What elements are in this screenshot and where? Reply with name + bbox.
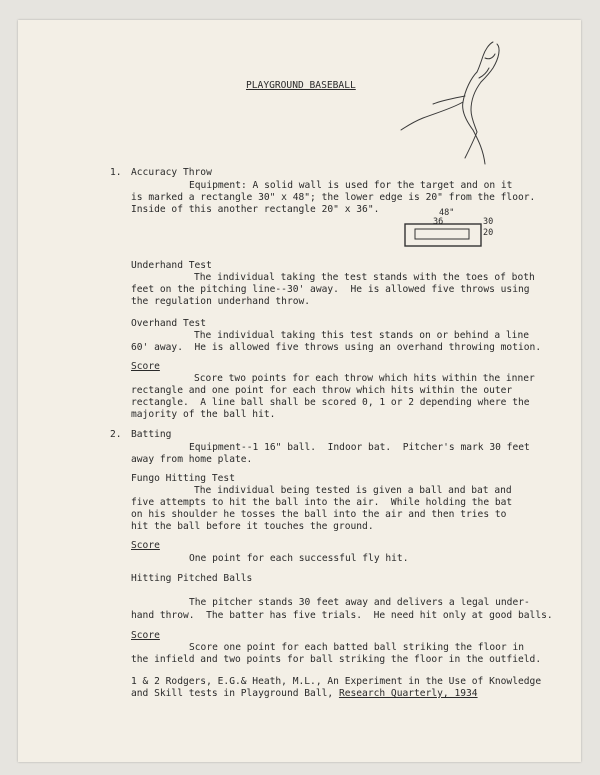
paragraph-line: Equipment: A solid wall is used for the target and on it [189, 180, 513, 191]
paragraph-line: The individual taking the test stands with the toes of both [194, 272, 535, 283]
section-number-1: 1. [110, 167, 122, 178]
paragraph-line: One point for each successful fly hit. [189, 553, 409, 564]
overhand-test-heading: Overhand Test [131, 318, 207, 329]
paragraph-line: hit the ball before it touches the ground. [131, 521, 374, 532]
paragraph-line: 60' away. He is allowed five throws using an overhand throwing motion. [131, 342, 542, 353]
paragraph-line: Equipment--1 16" ball. Indoor bat. Pitcher's mark 30 feet [189, 442, 530, 453]
footnote-line [131, 688, 478, 700]
paragraph-line: rectangle and one point for each throw which hits within the outer [131, 385, 513, 396]
paragraph-line: The individual being tested is given a ball and bat and [194, 485, 512, 496]
paragraph-line: rectangle. A line ball shall be scored 0, 1 or 2 depending where the [131, 397, 530, 408]
document-page [18, 20, 581, 762]
diagram-label-48: 48" [439, 208, 455, 218]
paragraph-line: Score one point for each batted ball striking the floor in [189, 642, 525, 653]
diagram-label-30: 30 [483, 217, 494, 227]
paragraph-line: the regulation underhand throw. [131, 296, 311, 307]
paragraph-line: The individual taking this test stands on or behind a line [194, 330, 530, 341]
page-title: PLAYGROUND BASEBALL [246, 80, 356, 91]
paragraph-line: is marked a rectangle 30" x 48"; the lower edge is 20" from the floor. [131, 192, 536, 203]
accuracy-throw-heading: Accuracy Throw [131, 167, 212, 178]
paragraph-line: hand throw. The batter has five trials. He need hit only at good balls. [131, 610, 553, 621]
footnote-line: 1 & 2 Rodgers, E.G.& Heath, M.L., An Experiment in the Use of Knowledge [131, 676, 542, 687]
paragraph-line: majority of the ball hit. [131, 409, 276, 420]
paragraph-line: Score two points for each throw which hits within the inner [194, 373, 535, 384]
batting-heading: Batting [131, 429, 172, 440]
journal-citation: Research Quarterly, 1934 [338, 688, 478, 699]
score-heading: Score [131, 361, 160, 372]
footnote-text: and Skill tests in Playground Ball, [131, 688, 339, 699]
paragraph-line: away from home plate. [131, 454, 253, 465]
section-number-2: 2. [110, 429, 122, 440]
paragraph-line: The pitcher stands 30 feet away and delivers a legal under- [189, 597, 530, 608]
diagram-label-36: 36 [433, 217, 444, 227]
paragraph-line: Inside of this another rectangle 20" x 36". [131, 204, 380, 215]
paragraph-line: the infield and two points for ball striking the floor in the outfield. [131, 654, 542, 665]
dancer-sketch-icon [393, 38, 513, 168]
paragraph-line: five attempts to hit the ball into the air. While holding the bat [131, 497, 513, 508]
hitting-pitched-balls-heading: Hitting Pitched Balls [131, 573, 253, 584]
paragraph-line: feet on the pitching line--30' away. He is allowed five throws using [131, 284, 530, 295]
paragraph-line: on his shoulder he tosses the ball into the air and then tries to [131, 509, 507, 520]
score-heading: Score [131, 630, 160, 641]
diagram-label-20: 20 [483, 228, 494, 238]
fungo-hitting-test-heading: Fungo Hitting Test [131, 473, 235, 484]
underhand-test-heading: Underhand Test [131, 260, 212, 271]
score-heading: Score [131, 540, 160, 551]
